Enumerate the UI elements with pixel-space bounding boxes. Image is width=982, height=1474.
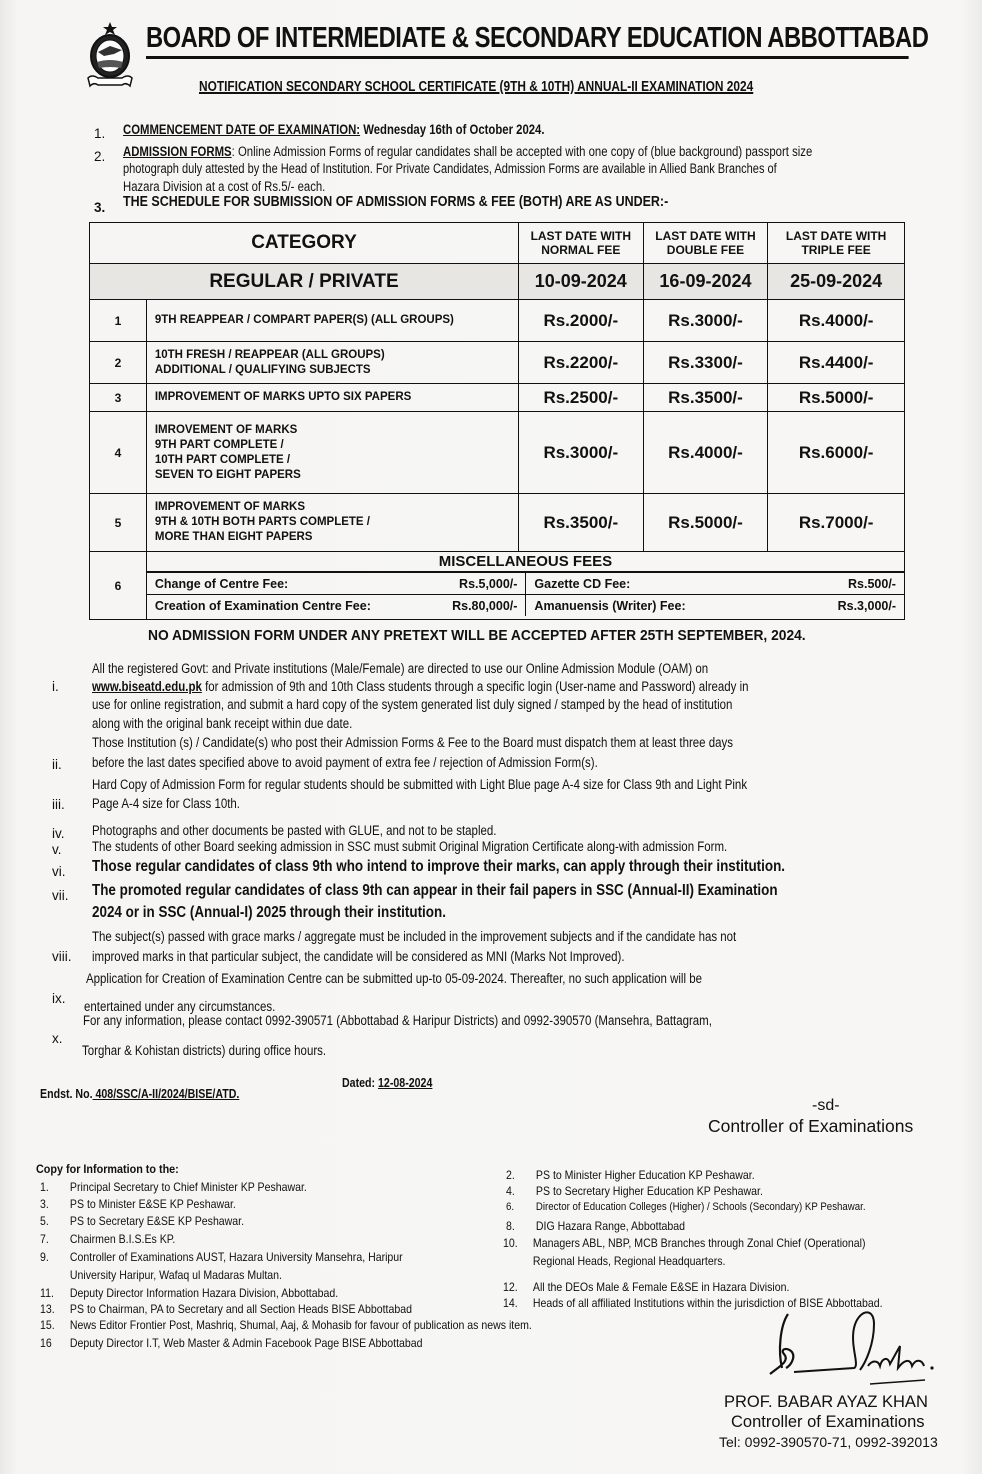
row-number: 5 <box>114 515 122 530</box>
copy-item <box>503 1280 789 1295</box>
copy-item <box>40 1232 175 1247</box>
instruction-text: The promoted regular candidates of class 9th can appear in their fail papers in SSC (Annual-II) Examination <box>92 882 778 899</box>
instruction-number: viii. <box>52 949 72 964</box>
misc-fee-label: Creation of Examination Centre Fee: <box>154 598 371 613</box>
instruction-text: use for online registration, and submit a hard copy of the system generated list duly signed / stamped by the head of institution <box>92 697 733 712</box>
double-fee: Rs.3000/- <box>643 300 768 341</box>
category-line: IMPROVEMENT OF MARKS UPTO SIX PAPERS <box>154 391 412 403</box>
signatory-designation: Controller of Examinations <box>731 1413 925 1431</box>
copy-text: PS to Minister E&SE KP Peshawar. <box>69 1197 236 1211</box>
row-number: 1 <box>114 313 122 328</box>
normal-fee: Rs.3000/- <box>518 412 643 493</box>
table-row <box>90 383 904 411</box>
table-header-row <box>90 223 904 263</box>
page-title: BOARD OF INTERMEDIATE & SECONDARY EDUCATION ABBOTTABAD <box>146 22 909 59</box>
category-line: 9TH REAPPEAR / COMPART PAPER(S) (ALL GROUPS) <box>154 314 454 326</box>
instruction-number: iii. <box>52 797 65 812</box>
triple-fee: Rs.7000/- <box>767 494 904 551</box>
copy-text: Heads of all affiliated Institutions within the jurisdiction of BISE Abbottabad. <box>532 1296 883 1310</box>
category-line: IMPROVEMENT OF MARKS <box>154 501 305 513</box>
instruction-text: along with the original bank receipt within due date. <box>92 716 353 731</box>
double-fee: Rs.3300/- <box>643 342 768 383</box>
instruction-text: before the last dates specified above to avoid payment of extra fee / rejection of Admission Form(s). <box>92 755 598 770</box>
copy-text: Managers ABL, NBP, MCB Branches through Zonal Chief (Operational) <box>532 1236 866 1250</box>
misc-fees-line <box>147 572 904 594</box>
dated-value: 12-08-2024 <box>378 1076 433 1090</box>
header-normal-fee: LAST DATE WITH NORMAL FEE <box>518 223 643 263</box>
double-fee-date: 16-09-2024 <box>643 264 768 299</box>
point-number: 1. <box>94 126 106 141</box>
copy-text: DIG Hazara Range, Abbottabad <box>535 1219 686 1233</box>
copy-number: 11. <box>40 1286 54 1300</box>
category-line: SEVEN TO EIGHT PAPERS <box>154 468 301 481</box>
point-text: photograph duly attested by the Head of Institution. For Private Candidates, Admission Forms are available in Allied Bank Branches of <box>123 161 777 176</box>
instruction-number: ix. <box>52 991 66 1006</box>
signatory-name: PROF. BABAR AYAZ KHAN <box>724 1393 928 1411</box>
copy-to-heading: Copy for Information to the: <box>36 1162 179 1176</box>
copy-number: 16 <box>40 1336 52 1350</box>
copy-text: News Editor Frontier Post, Mashriq, Shumal, Aaj, & Mohasib for favour of publication as news item. <box>69 1318 532 1332</box>
double-fee: Rs.4000/- <box>643 412 768 493</box>
copy-number: 12. <box>503 1280 518 1294</box>
copy-item <box>40 1318 532 1333</box>
row-number: 6 <box>114 578 122 593</box>
copy-text: PS to Secretary E&SE KP Peshawar. <box>69 1214 245 1228</box>
copy-number: 14. <box>503 1296 518 1310</box>
commencement-date: Wednesday 16th of October 2024. <box>360 122 545 137</box>
instruction-text: Torghar & Kohistan districts) during office hours. <box>82 1043 327 1058</box>
point-schedule-heading: THE SCHEDULE FOR SUBMISSION OF ADMISSION FORMS & FEE (BOTH) ARE AS UNDER:- <box>123 194 669 210</box>
copy-item <box>506 1219 685 1234</box>
copy-number: 6. <box>506 1201 515 1213</box>
copy-number: 3. <box>40 1197 49 1211</box>
copy-text: PS to Chairman, PA to Secretary and all Section Heads BISE Abbottabad <box>69 1302 412 1316</box>
signature-icon <box>750 1306 960 1386</box>
row-number: 3 <box>114 390 122 405</box>
copy-text: Regional Heads, Regional Headquarters. <box>532 1254 726 1268</box>
signatory-telephone: Tel: 0992-390570-71, 0992-392013 <box>719 1434 938 1450</box>
signed-marker: -sd- <box>812 1097 840 1114</box>
point-number: 3. <box>94 200 106 215</box>
copy-text: Principal Secretary to Chief Minister KP Peshawar. <box>69 1180 307 1194</box>
row-category <box>146 300 518 341</box>
table-date-row <box>90 263 904 299</box>
row-category <box>146 342 518 383</box>
triple-fee: Rs.6000/- <box>767 412 904 493</box>
copy-item <box>40 1250 403 1265</box>
dated-label: Dated: <box>342 1076 379 1090</box>
instruction-number: ii. <box>52 757 62 772</box>
misc-fees <box>146 552 904 619</box>
row-number: 2 <box>114 355 122 370</box>
board-emblem-icon <box>84 20 136 90</box>
category-line: MORE THAN EIGHT PAPERS <box>154 531 313 543</box>
instruction-number: i. <box>52 679 59 694</box>
instruction-text: Those regular candidates of class 9th who intend to improve their marks, can apply through their institution. <box>92 858 786 875</box>
instruction-text: 2024 or in SSC (Annual-I) 2025 through their institution. <box>92 904 446 921</box>
copy-number: 7. <box>40 1232 49 1246</box>
instruction-text: Photographs and other documents be pasted with GLUE, and not to be stapled. <box>92 823 497 838</box>
copy-number: 10. <box>503 1236 518 1250</box>
endorsement-label: Endst. No. <box>40 1087 93 1101</box>
misc-fee-value: Rs.3,000/- <box>837 598 896 613</box>
copy-item <box>40 1214 244 1229</box>
misc-fee-value: Rs.500/- <box>848 576 896 591</box>
copy-text: Deputy Director I.T, Web Master & Admin Facebook Page BISE Abbottabad <box>69 1336 423 1350</box>
header-double-fee: LAST DATE WITH DOUBLE FEE <box>643 223 768 263</box>
copy-number: 15. <box>40 1318 55 1332</box>
copy-number: 1. <box>40 1180 49 1194</box>
header-triple-fee: LAST DATE WITH TRIPLE FEE <box>767 223 904 263</box>
triple-fee: Rs.4000/- <box>767 300 904 341</box>
instruction-text: entertained under any circumstances. <box>84 999 276 1014</box>
triple-fee: Rs.5000/- <box>767 384 904 411</box>
instruction-text-part: for admission of 9th and 10th Class students through a specific login (User-name and Password) already in <box>205 679 749 694</box>
copy-text: Deputy Director Information Hazara Division, Abbottabad. <box>69 1286 339 1300</box>
instruction-text: Application for Creation of Examination Centre can be submitted up-to 05-09-2024. Thereafter, no such application will be <box>86 971 702 986</box>
point-label: ADMISSION FORMS <box>123 144 232 159</box>
category-line: IMROVEMENT OF MARKS <box>154 423 298 436</box>
normal-fee: Rs.3500/- <box>518 494 643 551</box>
endorsement-number <box>40 1087 239 1101</box>
copy-item <box>40 1197 236 1212</box>
copy-item <box>40 1302 412 1317</box>
double-fee: Rs.3500/- <box>643 384 768 411</box>
instruction-number: vii. <box>52 888 69 903</box>
instruction-text: Page A-4 size for Class 10th. <box>92 796 240 811</box>
category-line: ADDITIONAL / QUALIFYING SUBJECTS <box>154 363 371 376</box>
misc-fee-label: Change of Centre Fee: <box>154 576 289 591</box>
category-line: 10TH PART COMPLETE / <box>154 453 291 466</box>
triple-fee-date: 25-09-2024 <box>767 264 904 299</box>
normal-fee: Rs.2500/- <box>518 384 643 411</box>
misc-fee-item <box>147 573 526 594</box>
normal-fee: Rs.2000/- <box>518 300 643 341</box>
instruction-text: improved marks in that particular subject, the candidate will be considered as MNI (Marks Not Improved). <box>92 949 625 964</box>
point-admission-forms <box>123 143 812 160</box>
table-row <box>90 411 904 493</box>
misc-fee-value: Rs.5,000/- <box>459 576 518 591</box>
category-line: 10TH FRESH / REAPPEAR (ALL GROUPS) <box>154 348 385 361</box>
point-number: 2. <box>94 149 106 164</box>
page-subtitle: NOTIFICATION SECONDARY SCHOOL CERTIFICATE (9TH & 10TH) ANNUAL-II EXAMINATION 2024 <box>199 79 754 95</box>
category-line: 9TH PART COMPLETE / <box>154 438 284 451</box>
copy-item <box>506 1184 763 1199</box>
copy-item <box>40 1336 422 1351</box>
fee-schedule-table <box>89 222 905 620</box>
normal-fee: Rs.2200/- <box>518 342 643 383</box>
row-number: 4 <box>114 445 122 460</box>
copy-item <box>40 1286 338 1301</box>
misc-fee-item <box>525 595 904 616</box>
copy-item <box>503 1254 725 1269</box>
copy-text: All the DEOs Male & Female E&SE in Hazara Division. <box>532 1280 790 1294</box>
misc-fee-label: Gazette CD Fee: <box>534 576 631 591</box>
row-category <box>146 412 518 493</box>
copy-number: 9. <box>40 1250 49 1264</box>
regular-private-label: REGULAR / PRIVATE <box>90 264 518 299</box>
copy-number: 5. <box>40 1214 49 1228</box>
instruction-number: vi. <box>52 864 66 879</box>
signatory-title: Controller of Examinations <box>708 1116 914 1136</box>
triple-fee: Rs.4400/- <box>767 342 904 383</box>
copy-item <box>506 1168 755 1183</box>
copy-text: University Haripur, Wafaq ul Madaras Multan. <box>69 1268 282 1282</box>
point-label: COMMENCEMENT DATE OF EXAMINATION: <box>123 122 361 137</box>
point-commencement <box>123 121 545 138</box>
misc-fees-row <box>90 551 904 619</box>
copy-item <box>503 1236 866 1251</box>
copy-text: Chairmen B.I.S.Es KP. <box>69 1232 176 1246</box>
copy-item <box>40 1180 307 1195</box>
instruction-text: All the registered Govt: and Private institutions (Male/Female) are directed to use our Online Admission Module (OAM) on <box>92 661 709 676</box>
instruction-number: iv. <box>52 826 65 841</box>
instruction-text: Those Institution (s) / Candidate(s) who post their Admission Forms & Fee to the Board must dispatch them at least three days <box>92 735 733 750</box>
website-link[interactable]: www.biseatd.edu.pk <box>92 679 202 694</box>
copy-text: PS to Secretary Higher Education KP Peshawar. <box>535 1184 763 1198</box>
row-category <box>146 494 518 551</box>
instruction-text: The students of other Board seeking admission in SSC must submit Original Migration Certificate along-with admission Form. <box>92 839 728 854</box>
double-fee: Rs.5000/- <box>643 494 768 551</box>
copy-number: 8. <box>506 1219 515 1233</box>
misc-fees-line <box>147 594 904 616</box>
copy-text: Controller of Examinations AUST, Hazara University Mansehra, Haripur <box>69 1250 403 1264</box>
instruction-text: The subject(s) passed with grace marks / aggregate must be included in the improvement subjects and if the candidate has not <box>92 929 737 944</box>
table-row <box>90 341 904 383</box>
copy-text: PS to Minister Higher Education KP Peshawar. <box>535 1168 755 1182</box>
misc-fees-title: MISCELLANEOUS FEES <box>147 552 904 572</box>
misc-fee-item <box>525 573 904 594</box>
row-category <box>146 384 518 411</box>
header-category: CATEGORY <box>251 232 357 253</box>
instruction-number: v. <box>52 842 62 857</box>
table-row <box>90 299 904 341</box>
endorsement-date <box>342 1076 432 1090</box>
copy-item <box>40 1268 282 1283</box>
copy-number: 13. <box>40 1302 55 1316</box>
table-row <box>90 493 904 551</box>
misc-fee-value: Rs.80,000/- <box>452 598 518 613</box>
misc-fee-label: Amanuensis (Writer) Fee: <box>534 598 686 613</box>
point-text: : Online Admission Forms of regular candidates shall be accepted with one copy of (blue background) passport size <box>231 144 813 159</box>
copy-number: 2. <box>506 1168 515 1182</box>
misc-fee-item <box>147 595 526 616</box>
deadline-notice: NO ADMISSION FORM UNDER ANY PRETEXT WILL BE ACCEPTED AFTER 25TH SEPTEMBER, 2024. <box>148 627 806 644</box>
normal-fee-date: 10-09-2024 <box>518 264 643 299</box>
instruction-number: x. <box>52 1031 63 1046</box>
endorsement-value: 408/SSC/A-II/2024/BISE/ATD. <box>92 1087 240 1101</box>
copy-item <box>506 1200 866 1215</box>
instruction-text: For any information, please contact 0992-390571 (Abbottabad & Haripur Districts) and 0992-390570 (Mansehra, Battagram, <box>83 1013 712 1028</box>
instruction-text: Hard Copy of Admission Form for regular students should be submitted with Light Blue page A-4 size for Class 9th and Light Pink <box>92 777 748 792</box>
copy-text: Director of Education Colleges (Higher) / Schools (Secondary) KP Peshawar. <box>535 1201 866 1213</box>
instruction-text <box>92 678 749 695</box>
point-text: Hazara Division at a cost of Rs.5/- each. <box>123 179 326 194</box>
copy-number: 4. <box>506 1184 515 1198</box>
category-line: 9TH & 10TH BOTH PARTS COMPLETE / <box>154 516 370 528</box>
